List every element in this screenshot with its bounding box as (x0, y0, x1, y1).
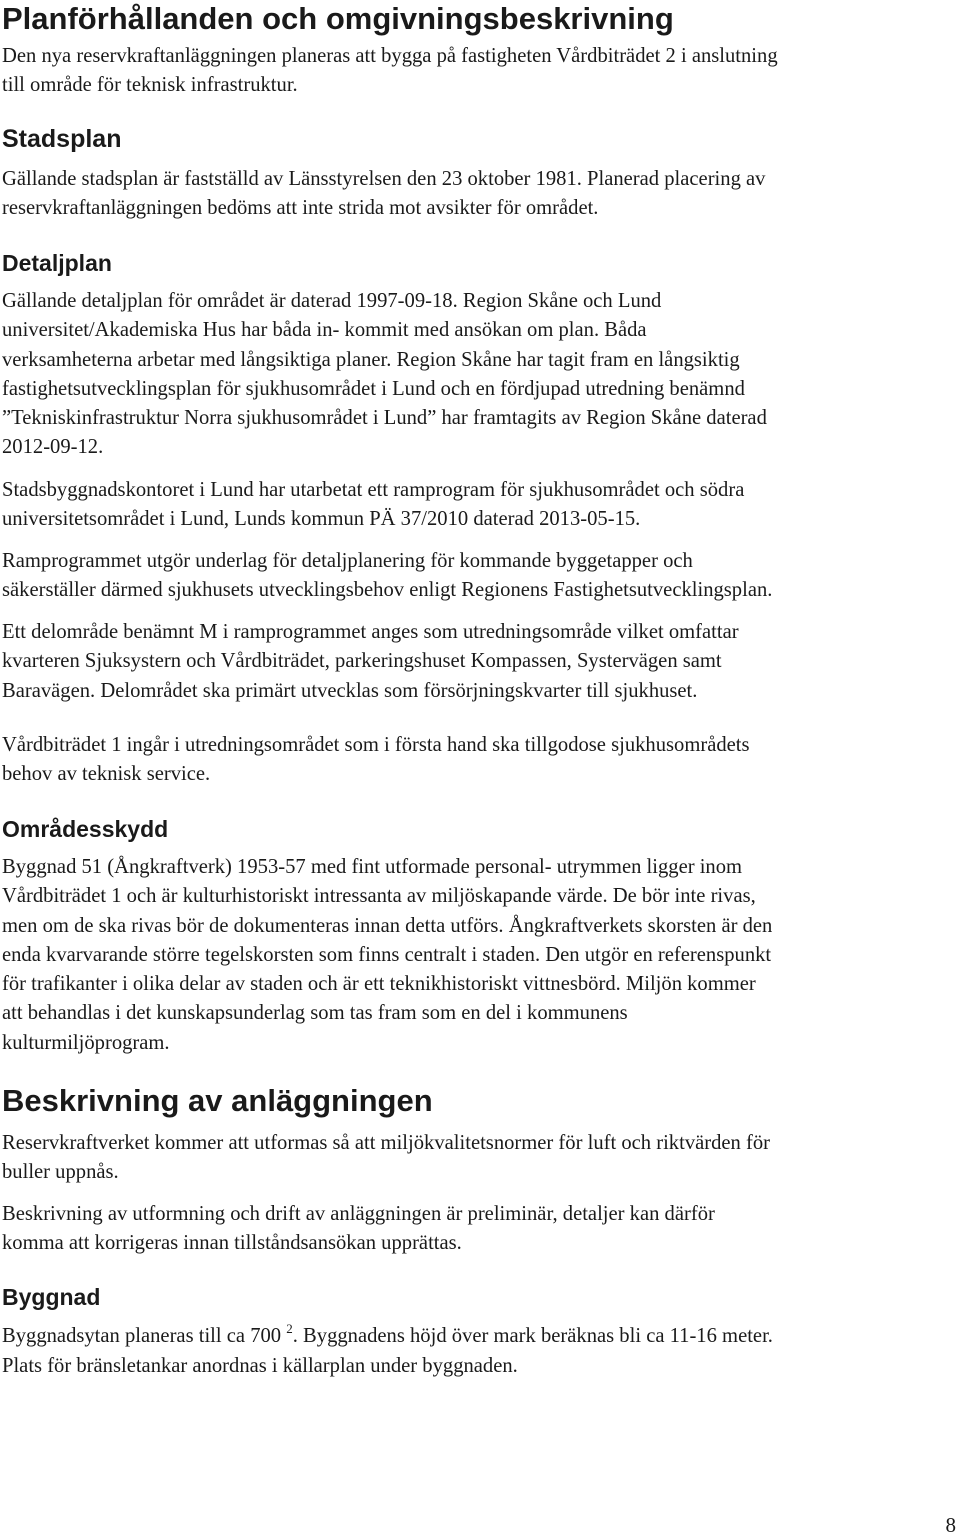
section-heading-planforhallanden: Planförhållanden och omgivningsbeskrivning (2, 1, 674, 36)
text-line: Beskrivning av utformning och drift av anläggningen är preliminär, detaljer kan därför (2, 1203, 715, 1225)
text-run: . Byggnadens höjd över mark beräknas bli ca 11-16 meter. (292, 1325, 773, 1347)
text-line: komma att korrigeras innan tillståndsansökan upprättas. (2, 1232, 462, 1255)
text-line: Stadsbyggnadskontoret i Lund har utarbetat ett ramprogram för sjukhusområdet och södra (2, 479, 745, 501)
text-line: för trafikanter i olika delar av staden och är ett teknikhistoriskt vittnesbörd. Miljön kommer (2, 973, 756, 996)
text-run: Byggnadsytan planeras till ca 700 (2, 1325, 287, 1347)
text-line: Vårdbiträdet 1 ingår i utredningsområdet som i första hand ska tillgodose sjukhusområdets (2, 734, 750, 756)
text-line: Ett delområde benämnt M i ramprogrammet anges som utredningsområde vilket omfattar (2, 621, 739, 643)
text-line: Vårdbiträdet 1 och är kulturhistoriskt intressanta av miljöskapande värde. De bör inte rivas, (2, 885, 756, 908)
stadsplan-paragraph (2, 165, 956, 224)
text-line: Gällande detaljplan för området är daterad 1997-09-18. Region Skåne och Lund (2, 290, 662, 312)
byggnad-paragraph (2, 1322, 956, 1382)
detaljplan-paragraph-2 (2, 476, 956, 535)
text-line: kulturmiljöprogram. (2, 1031, 170, 1054)
text-line: till område för teknisk infrastruktur. (2, 74, 298, 97)
text-line (2, 1322, 956, 1352)
text-line: universitetsområdet i Lund, Lunds kommun PÄ 37/2010 daterad 2013-05-15. (2, 508, 641, 531)
superscript: 2 (286, 1321, 293, 1336)
text-line: men om de ska rivas bör de dokumenteras innan detta utförs. Ångkraftverkets skorsten är den (2, 914, 773, 937)
section-heading-stadsplan: Stadsplan (2, 125, 122, 153)
text-line: Gällande stadsplan är fastställd av Länsstyrelsen den 23 oktober 1981. Planerad placering av (2, 168, 766, 190)
text-line: kvarteren Sjuksystern och Vårdbiträdet, parkeringshuset Kompassen, Systervägen samt (2, 650, 722, 673)
text-line: Plats för bränsletankar anordnas i källarplan under byggnaden. (2, 1355, 518, 1378)
text-line: enda kvarvarande större tegelskorsten som finns centralt i staden. Den utgör en referenspunkt (2, 943, 772, 966)
text-line: säkerställer därmed sjukhusets utvecklingsbehov enligt Regionens Fastighetsutvecklingsplan. (2, 579, 773, 602)
text-line: Byggnad 51 (Ångkraftverk) 1953-57 med fint utformade personal- utrymmen ligger inom (2, 856, 743, 878)
detaljplan-paragraph-4 (2, 618, 956, 706)
text-line: Den nya reservkraftanläggningen planeras att bygga på fastigheten Vårdbiträdet 2 i anslutning (2, 45, 778, 67)
section-heading-byggnad: Byggnad (2, 1284, 101, 1310)
text-line: buller uppnås. (2, 1161, 119, 1184)
detaljplan-paragraph-5 (2, 731, 956, 790)
text-line: verksamheterna arbetar med långsiktiga planer. Region Skåne har tagit fram en långsiktig (2, 348, 740, 371)
detaljplan-paragraph-1 (2, 287, 956, 463)
detaljplan-paragraph-3 (2, 547, 956, 606)
text-line: reservkraftanläggningen bedöms att inte strida mot avsikter för området. (2, 197, 599, 220)
text-line: ”Tekniskinfrastruktur Norra sjukhusområdet i Lund” har framtagits av Region Skåne daterad (2, 407, 767, 430)
text-line: fastighetsutvecklingsplan för sjukhusområdet i Lund och en fördjupad utredning benämnd (2, 377, 745, 400)
page-number: 8 (945, 1513, 956, 1537)
text-line: Ramprogrammet utgör underlag för detaljplanering för kommande byggetapper och (2, 550, 693, 572)
section-heading-detaljplan: Detaljplan (2, 250, 112, 276)
text-line: 2012-09-12. (2, 436, 104, 459)
text-line: behov av teknisk service. (2, 763, 211, 786)
beskrivning-paragraph-1 (2, 1129, 956, 1188)
intro-paragraph (2, 42, 956, 101)
text-line: Reservkraftverket kommer att utformas så att miljökvalitetsnormer för luft och riktvärden för (2, 1132, 771, 1154)
text-line: universitet/Akademiska Hus har båda in- kommit med ansökan om plan. Båda (2, 319, 647, 342)
beskrivning-paragraph-2 (2, 1200, 956, 1259)
omradesskydd-paragraph (2, 853, 956, 1058)
section-heading-omradesskydd: Områdesskydd (2, 816, 169, 842)
text-line: att behandlas i det kunskapsunderlag som tas fram som en del i kommunens (2, 1002, 628, 1025)
section-heading-beskrivning: Beskrivning av anläggningen (2, 1083, 433, 1118)
text-line: Baravägen. Delområdet ska primärt utvecklas som försörjningskvarter till sjukhuset. (2, 679, 698, 702)
